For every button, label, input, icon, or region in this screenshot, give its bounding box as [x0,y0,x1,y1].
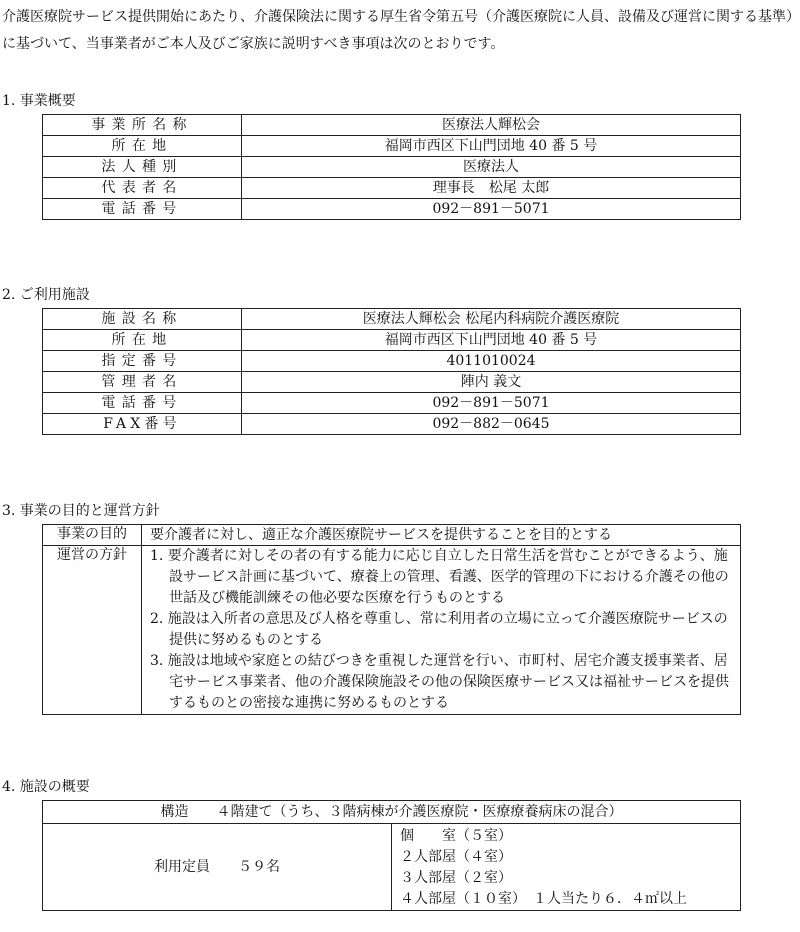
table-row [43,414,741,435]
section-2-title: 2. ご利用施設 [2,287,90,303]
section-3-title: 3. 事業の目的と運営方針 [2,503,160,519]
row-value: 092－882－0645 [242,414,741,435]
list-item: 3. 施設は地域や家庭との結びつきを重視した運営を行い、市町村、居宅介護支援事業者、居宅サービス事業者、他の介護保険施設その他の保険医療サービス又は福祉サービスを提供するものとの密接な連携に努めるものとする [150,653,729,711]
row-key: 法人種別 [43,157,242,178]
table-row [43,351,741,372]
capacity-cell: 利用定員 ５９名 [43,824,392,911]
room-type: ２人部屋（４室） [400,849,512,865]
row-key: 事業所名称 [43,115,242,136]
table-row [43,801,741,824]
intro-text: 介護医療院サービス提供開始にあたり、介護保険法に関する厚生省令第五号（介護医療院に人員、設備及び運営に関する基準）に基づいて、当事業者がご本人及びご家族に説明すべき事項は次のとおりです。 [2,9,793,52]
facility-table [42,308,741,435]
row-key: 電話番号 [43,199,242,220]
room-type: ３人部屋（２室） [400,870,512,886]
section-1-title: 1. 事業概要 [2,93,76,109]
business-overview-table [42,114,741,220]
list-item: 1. 要介護者に対しその者の有する能力に応じ自立した日常生活を営むことができるよう、施設サービス計画に基づいて、療養上の管理、看護、医学的管理の下における介護その他の世話及び機能訓練その他必要な医療を行うものとする [150,548,729,606]
row-key: 所在地 [43,136,242,157]
table-row [43,372,741,393]
room-type: ４人部屋（１０室） １人当たり６．４㎡以上 [400,891,687,907]
policy-list [150,546,736,714]
row-key: 施設名称 [43,309,242,330]
row-value: 陣内 義文 [242,372,741,393]
structure-cell: 構造 ４階建て（うち、３階病棟が介護医療院・医療療養病床の混合） [43,801,741,824]
purpose-policy-table [42,524,741,715]
table-row [43,309,741,330]
table-row [43,525,741,546]
row-key: FAX番号 [43,414,242,435]
row-key: 所在地 [43,330,242,351]
row-value: 4011010024 [242,351,741,372]
table-row [43,546,741,715]
table-row [43,115,741,136]
table-row [43,136,741,157]
table-row [43,330,741,351]
room-type: 個 室（５室） [400,828,512,844]
row-value: 医療法人輝松会 [242,115,741,136]
purpose-value: 要介護者に対し、適正な介護医療院サービスを提供することを目的とする [142,525,741,546]
row-value: 092－891－5071 [242,199,741,220]
table-row [43,824,741,911]
table-row [43,393,741,414]
row-key: 代表者名 [43,178,242,199]
facility-outline-table [42,800,741,911]
row-value: 福岡市西区下山門団地 40 番 5 号 [242,136,741,157]
row-key: 指定番号 [43,351,242,372]
row-value: 理事長 松尾 太郎 [242,178,741,199]
row-value: 福岡市西区下山門団地 40 番 5 号 [242,330,741,351]
row-key: 管理者名 [43,372,242,393]
row-value: 医療法人輝松会 松尾内科病院介護医療院 [242,309,741,330]
table-row [43,178,741,199]
policy-key: 運営の方針 [43,546,142,715]
rooms-cell [392,824,741,911]
row-value: 092－891－5071 [242,393,741,414]
section-4-title: 4. 施設の概要 [2,779,90,795]
row-value: 医療法人 [242,157,741,178]
table-row [43,157,741,178]
list-item: 2. 施設は入所者の意思及び人格を尊重し、常に利用者の立場に立って介護医療院サービスの提供に努めるものとする [150,611,728,648]
policy-list-cell [142,546,741,715]
table-row [43,199,741,220]
purpose-key: 事業の目的 [43,525,142,546]
row-key: 電話番号 [43,393,242,414]
